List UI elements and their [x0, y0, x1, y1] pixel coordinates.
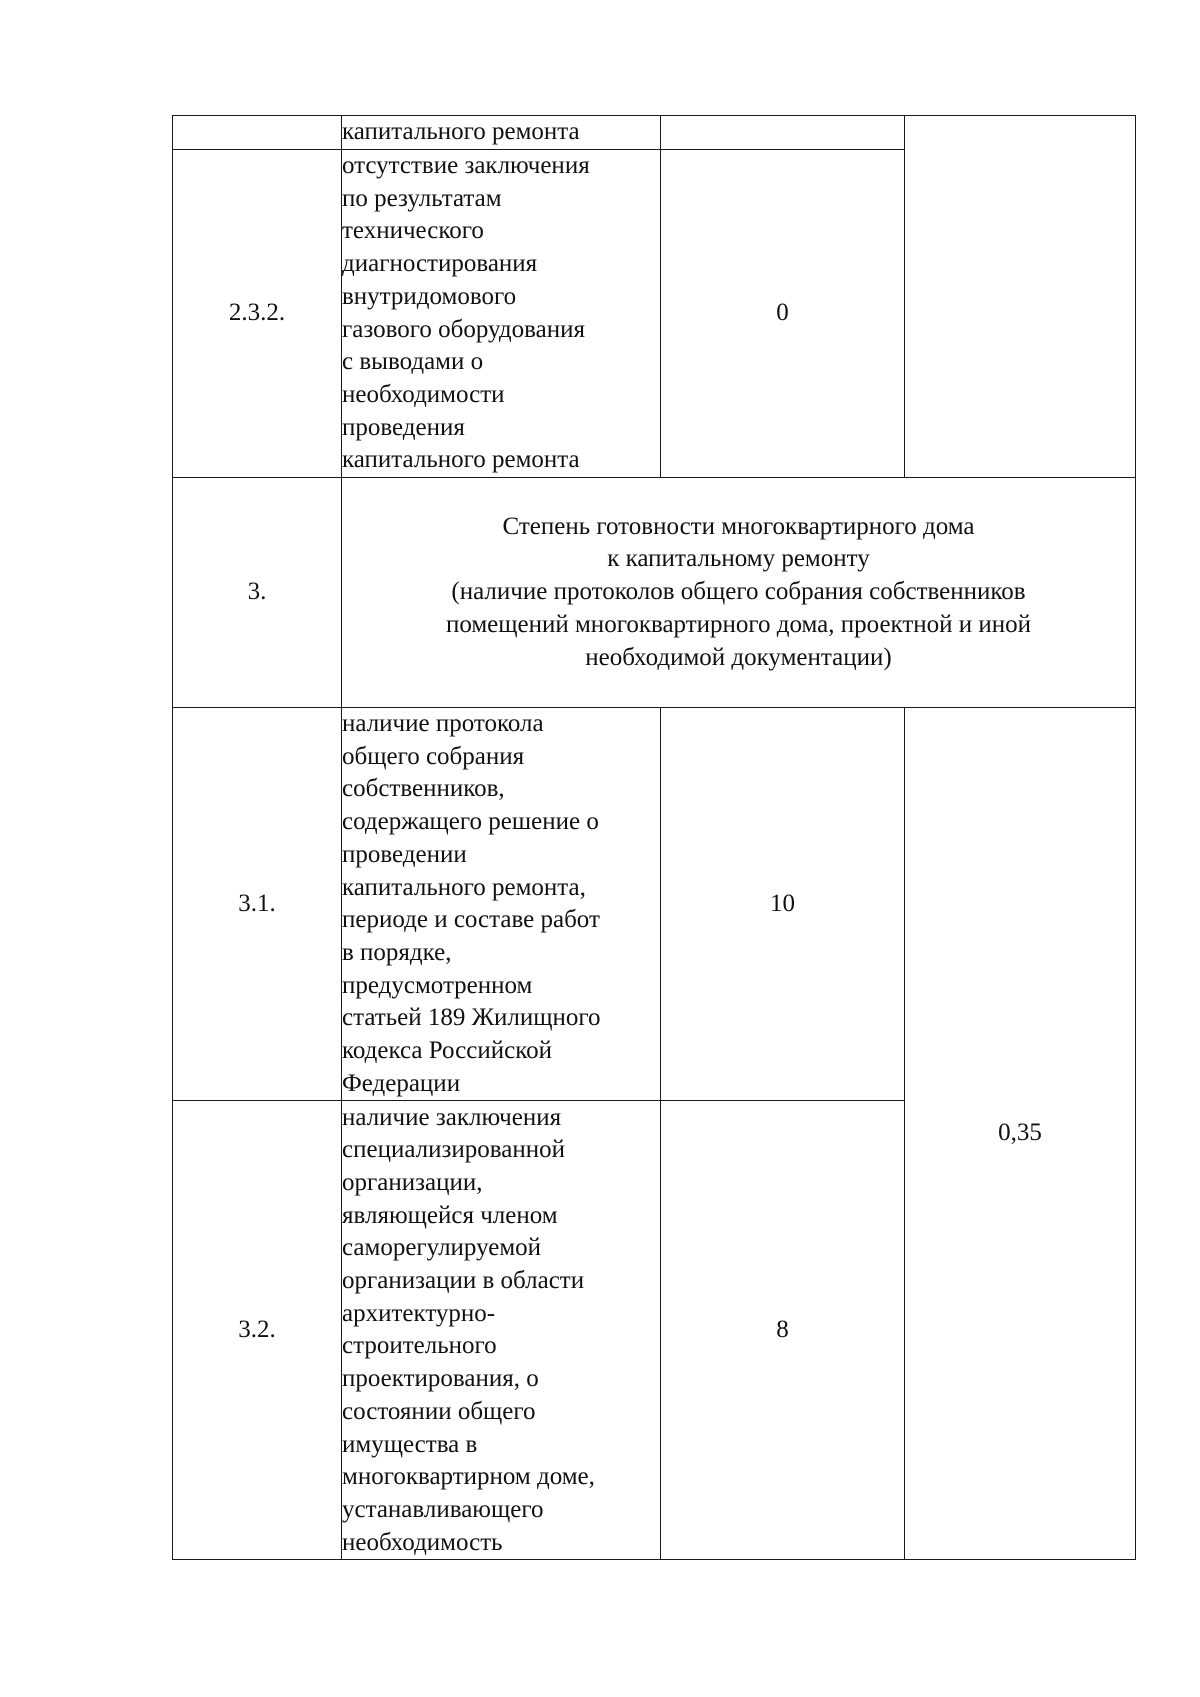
row-number-cell: 2.3.2. [173, 150, 342, 478]
criterion-text-cell [342, 116, 661, 150]
criterion-line: имущества в [342, 1430, 478, 1458]
criterion-line: газового оборудования [342, 315, 585, 343]
section-title-line: (наличие протоколов общего собрания собственников [451, 578, 1026, 606]
criterion-line: общего собрания [342, 742, 525, 770]
criterion-line: внутридомового [342, 282, 517, 310]
section-title-line: к капитальному ремонту [607, 545, 870, 573]
criterion-line: наличие заключения [342, 1103, 562, 1131]
table-row [173, 116, 1136, 150]
criterion-line: Федерации [342, 1069, 461, 1097]
criterion-line: организации, [342, 1168, 483, 1196]
criterion-line: капитального ремонта [342, 118, 580, 146]
criterion-line: диагностирования [342, 250, 538, 278]
criterion-line: собственников, [342, 775, 505, 803]
criterion-line: организации в области [342, 1267, 585, 1295]
criterion-line: саморегулируемой [342, 1234, 542, 1262]
criterion-line: многоквартирном доме, [342, 1463, 595, 1491]
score-cell: 0 [661, 150, 905, 478]
criterion-line: проведения [342, 413, 465, 441]
section-title-line: помещений многоквартирного дома, проектной и иной [445, 610, 1032, 638]
criterion-line: предусмотренном [342, 971, 533, 999]
weight-cell: 0,35 [905, 708, 1136, 1560]
criteria-table [172, 115, 1136, 1560]
criterion-line: капитального ремонта [342, 446, 580, 474]
row-number-cell: 3.1. [173, 708, 342, 1101]
criterion-line: являющейся членом [342, 1201, 558, 1229]
criterion-line: устанавливающего [342, 1495, 544, 1523]
criterion-text-cell [342, 150, 661, 478]
criterion-line: состоянии общего [342, 1397, 536, 1425]
criterion-line: периоде и составе работ [342, 906, 600, 934]
criterion-text-cell [342, 1101, 661, 1560]
section-title-line: необходимой документации) [585, 643, 892, 671]
row-number-cell [173, 116, 342, 150]
row-number-cell: 3.2. [173, 1101, 342, 1560]
criterion-line: проведении [342, 840, 467, 868]
criterion-line: проектирования, о [342, 1365, 539, 1393]
score-cell: 10 [661, 708, 905, 1101]
criterion-line: с выводами о [342, 348, 484, 376]
criterion-line: наличие протокола [342, 710, 544, 738]
criterion-text-cell [342, 708, 661, 1101]
score-cell: 8 [661, 1101, 905, 1560]
score-cell [661, 116, 905, 150]
criterion-line: по результатам [342, 184, 502, 212]
criterion-line: необходимости [342, 380, 505, 408]
section-number-cell: 3. [173, 478, 342, 708]
criterion-line: кодекса Российской [342, 1037, 552, 1065]
table-row [173, 708, 1136, 1101]
criterion-line: строительного [342, 1332, 497, 1360]
criterion-line: статьей 189 Жилищного [342, 1004, 601, 1032]
section-row [173, 478, 1136, 708]
criterion-line: необходимость [342, 1528, 503, 1556]
criterion-line: архитектурно- [342, 1299, 496, 1327]
weight-cell [905, 116, 1136, 478]
criterion-line: содержащего решение о [342, 808, 599, 836]
criterion-line: отсутствие заключения [342, 152, 590, 179]
criterion-line: капитального ремонта, [342, 873, 586, 901]
criterion-line: специализированной [342, 1136, 565, 1164]
section-title-cell [342, 478, 1136, 708]
criterion-line: технического [342, 217, 484, 245]
section-title-line: Степень готовности многоквартирного дома [502, 512, 975, 540]
criterion-line: в порядке, [342, 938, 452, 966]
